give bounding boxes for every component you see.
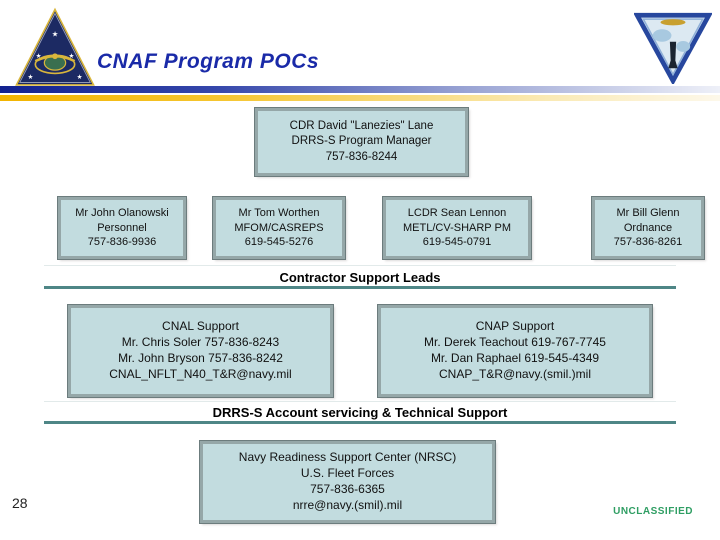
- header-rule-blue: [0, 86, 720, 93]
- support-email: CNAL_NFLT_N40_T&R@navy.mil: [109, 366, 292, 381]
- support-email: CNAP_T&R@navy.(smil.)mil: [439, 366, 591, 381]
- support-org: U.S. Fleet Forces: [300, 466, 395, 481]
- svg-text:★: ★: [35, 52, 42, 60]
- poc-box-mfom-casreps: [213, 197, 345, 259]
- support-title: CNAP Support: [475, 319, 555, 334]
- contact-name: Mr Tom Worthen: [238, 207, 320, 220]
- cnap-support-box: [378, 305, 652, 397]
- contact-name: LCDR Sean Lennon: [407, 207, 507, 220]
- svg-text:★: ★: [27, 74, 34, 82]
- support-contact: Mr. Dan Raphael 619-545-4349: [430, 351, 600, 365]
- contact-name: Mr John Olanowski: [75, 207, 169, 220]
- poc-box-metl-cvsharp: [383, 197, 531, 259]
- contact-name: CDR David "Lanezies" Lane: [289, 120, 434, 133]
- support-contact: Mr. Derek Teachout 619-767-7745: [424, 335, 606, 350]
- contact-phone: 619-545-5276: [244, 236, 314, 249]
- section-divider-top: [44, 401, 676, 402]
- svg-text:★: ★: [76, 74, 83, 82]
- support-title: Navy Readiness Support Center (NRSC): [238, 450, 457, 465]
- page-title: CNAF Program POCs: [97, 50, 320, 73]
- classification-marking: UNCLASSIFIED: [613, 506, 693, 517]
- support-phone: 757-836-6365: [310, 482, 385, 496]
- poc-box-ordnance: [592, 197, 704, 259]
- section-heading-drrs-support: DRRS-S Account servicing & Technical Support: [212, 405, 508, 420]
- page-number: 28: [12, 495, 28, 511]
- section-divider: [44, 286, 676, 289]
- section-divider-top: [44, 265, 676, 266]
- support-contact: Mr. John Bryson 757-836-8242: [118, 351, 283, 365]
- svg-text:★: ★: [68, 52, 75, 60]
- naval-air-forces-emblem-icon: [634, 12, 712, 84]
- header-rule-gold: [0, 95, 720, 101]
- contact-phone: 757-836-8244: [325, 150, 398, 163]
- support-email: nrre@navy.(smil).mil: [292, 497, 403, 512]
- cnal-support-box: [68, 305, 333, 397]
- nrsc-box: [200, 441, 495, 523]
- svg-text:★: ★: [51, 29, 59, 39]
- support-title: CNAL Support: [162, 319, 239, 334]
- contact-role: MFOM/CASREPS: [234, 221, 324, 234]
- contact-phone: 619-545-0791: [422, 236, 492, 249]
- contact-phone: 757-836-8261: [613, 236, 683, 249]
- contact-role: METL/CV-SHARP PM: [403, 221, 511, 234]
- contact-role: DRRS-S Program Manager: [291, 135, 432, 148]
- program-manager-box: [255, 108, 468, 176]
- contact-role: Ordnance: [623, 221, 673, 234]
- poc-box-personnel: [58, 197, 186, 259]
- support-contact: Mr. Chris Soler 757-836-8243: [121, 335, 280, 350]
- section-divider: [44, 421, 676, 424]
- cnaf-seal-icon: [14, 6, 96, 90]
- section-heading-contractor-support: Contractor Support Leads: [279, 270, 441, 285]
- contact-phone: 757-836-9936: [87, 236, 157, 249]
- contact-role: Personnel: [97, 221, 147, 234]
- contact-name: Mr Bill Glenn: [616, 207, 680, 220]
